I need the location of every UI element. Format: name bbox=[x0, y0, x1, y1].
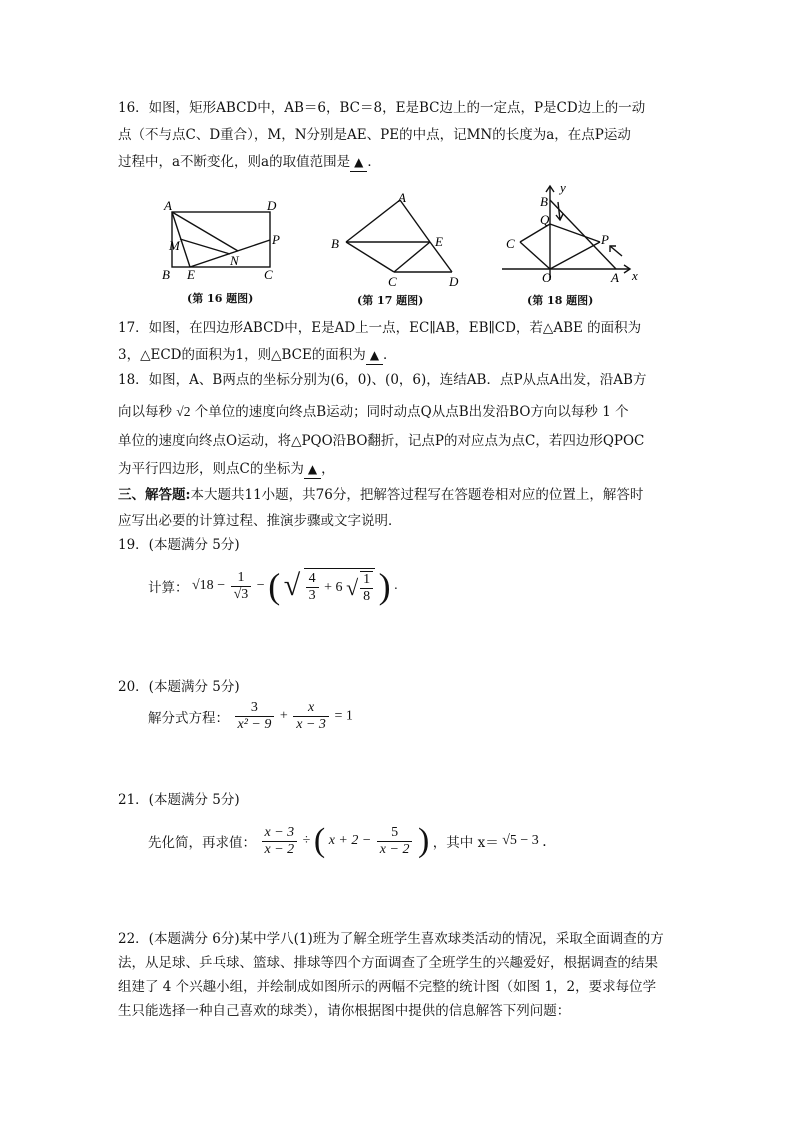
fig17-label-c: C bbox=[388, 274, 397, 289]
fig16-label-m: M bbox=[169, 238, 180, 253]
q21-fraction-2 bbox=[377, 825, 413, 858]
q19-f2-den: 3 bbox=[308, 588, 316, 603]
q19-expression bbox=[148, 565, 398, 607]
q21-f1-num: x − 3 bbox=[262, 825, 298, 842]
figure-18-caption: (第 18 题图) bbox=[527, 294, 594, 307]
q18-line-3: 单位的速度向终点O运动，将△PQO沿BO翻折，记点P的对应点为点C，若四边形QPOC bbox=[118, 433, 645, 449]
fig18-label-p: P bbox=[601, 232, 609, 247]
fig16-label-b: B bbox=[162, 267, 170, 282]
figure-16-caption: (第 16 题图) bbox=[187, 292, 254, 305]
q17-end: ． bbox=[383, 347, 397, 363]
q18-line-2-post: 个单位的速度向终点B运动；同时动点Q从点B出发沿BO方向以每秒 1 个 bbox=[194, 404, 629, 420]
q20-header: 20．(本题满分 5分) bbox=[118, 679, 240, 695]
q22-line-2: 法，从足球、乒乓球、篮球、排球等四个方面调查了全班学生的兴趣爱好，根据调查的结果 bbox=[118, 955, 658, 971]
q21-expression bbox=[148, 822, 556, 860]
fig17-label-d: D bbox=[449, 274, 459, 289]
q20-f1-num: 3 bbox=[235, 700, 275, 717]
q20-f1-den: x² − 9 bbox=[237, 717, 272, 732]
figure-17-caption: (第 17 题图) bbox=[357, 294, 424, 307]
q22-line-1: 22．(本题满分 6分)某中学八(1)班为了解全班学生喜欢球类活动的情况，采取全面调查的方 bbox=[118, 931, 664, 947]
fig17-label-e: E bbox=[435, 234, 443, 249]
q18-line-1: 18．如图，A、B两点的坐标分别为(6，0)、(0，6)，连结AB．点P从点A出发，沿AB方 bbox=[118, 372, 647, 388]
q19-paren-open: ( bbox=[268, 566, 281, 606]
q20-equals: = 1 bbox=[334, 708, 353, 724]
q19-radicand bbox=[304, 568, 375, 605]
fig18-label-a: A bbox=[611, 270, 619, 285]
q20-f2-den: x − 3 bbox=[296, 717, 326, 732]
q21-fraction-1 bbox=[262, 825, 298, 858]
q22-line-4: 生只能选择一种自己喜欢的球类），请你根据图中提供的信息解答下列问题： bbox=[118, 1003, 571, 1019]
q19-label: 计算： bbox=[148, 580, 189, 596]
q19-minus-1: − bbox=[217, 578, 226, 593]
q19-plus-six: + 6 bbox=[324, 579, 343, 595]
section-3-text-1: 本大题共11小题，共76分，把解答过程写在答题卷相对应的位置上，解答时 bbox=[190, 487, 644, 503]
fig16-label-e: E bbox=[187, 267, 195, 282]
q21-value: √5 − 3 bbox=[502, 833, 539, 848]
fig16-label-c: C bbox=[264, 267, 273, 282]
q20-label: 解分式方程： bbox=[148, 710, 229, 727]
q19-fraction-3 bbox=[360, 571, 373, 605]
q19-paren-close: ) bbox=[378, 566, 391, 606]
q19-f2-num: 4 bbox=[306, 571, 319, 588]
fig18-label-c: C bbox=[506, 236, 515, 251]
q16-line-3-text: 过程中，a不断变化，则a的取值范围是 bbox=[118, 154, 351, 170]
figure-16-diagram bbox=[160, 195, 290, 285]
q18-line-2 bbox=[118, 398, 674, 426]
q19-f3-num: 1 bbox=[360, 572, 373, 589]
fig16-label-n: N bbox=[230, 253, 239, 268]
q19-radical-outer: √ bbox=[283, 569, 301, 602]
q22-line-3: 组建了 4 个兴趣小组，并绘制成如图所示的两幅不完整的统计图（如图 1，2，要求每位学 bbox=[118, 979, 657, 995]
q19-f1-den: √3 bbox=[233, 586, 249, 602]
fig16-label-p: P bbox=[272, 232, 280, 247]
q20-fraction-1 bbox=[235, 700, 275, 733]
q19-end: . bbox=[394, 578, 398, 593]
q19-radical-inner: √ bbox=[346, 574, 359, 600]
q18-line-4 bbox=[118, 456, 674, 483]
q16-line-2: 点（不与点C、D重合），M，N分别是AE、PE的中点，记MN的长度为a，在点P运动 bbox=[118, 127, 631, 143]
q18-answer-blank: ▲ bbox=[304, 460, 321, 479]
fig18-label-b: B bbox=[540, 194, 548, 209]
q21-header: 21．(本题满分 5分) bbox=[118, 792, 240, 808]
q21-end: ． bbox=[542, 835, 557, 850]
q17-line-1: 17．如图，在四边形ABCD中，E是AD上一点，EC∥AB，EB∥CD，若△ABE 的面积为 bbox=[118, 320, 642, 336]
section-3-line-2: 应写出必要的计算过程、推演步骤或文字说明． bbox=[118, 513, 402, 529]
q21-f2-den: x − 2 bbox=[379, 841, 410, 857]
q16-line-3 bbox=[118, 149, 674, 176]
q19-sqrt18: √18 bbox=[192, 578, 214, 593]
figure-18-diagram bbox=[498, 180, 648, 285]
q19-f1-num: 1 bbox=[231, 570, 252, 587]
q21-label: 先化简，再求值： bbox=[148, 835, 256, 851]
q18-line-2-pre: 向以每秒 bbox=[118, 404, 172, 420]
q19-fraction-1 bbox=[231, 570, 252, 603]
fig18-label-y: y bbox=[560, 180, 566, 195]
q19-fraction-2 bbox=[306, 571, 319, 604]
q21-inner: x + 2 − bbox=[328, 833, 372, 848]
q18-end: ， bbox=[321, 461, 335, 477]
fig18-label-x: x bbox=[632, 268, 638, 283]
q20-f2-num: x bbox=[293, 700, 329, 717]
section-3-line-1 bbox=[118, 482, 674, 509]
q20-fraction-2 bbox=[293, 700, 329, 733]
q18-line-4-text: 为平行四边形，则点C的坐标为 bbox=[118, 461, 304, 477]
q19-minus-2: − bbox=[256, 578, 265, 593]
fig18-label-o: O bbox=[542, 270, 552, 285]
q21-paren-open: ( bbox=[313, 822, 326, 859]
fig16-label-d: D bbox=[267, 198, 277, 213]
q21-paren-close: ) bbox=[417, 822, 430, 859]
q21-f2-num: 5 bbox=[377, 825, 413, 842]
q19-f3-den: 8 bbox=[363, 588, 371, 604]
q19-header: 19．(本题满分 5分) bbox=[118, 537, 240, 553]
q17-answer-blank: ▲ bbox=[366, 346, 383, 365]
fig18-label-q: Q bbox=[540, 212, 550, 227]
q18-sqrt2: √2 bbox=[176, 404, 191, 419]
q16-answer-blank: ▲ bbox=[350, 153, 367, 172]
q21-f1-den: x − 2 bbox=[264, 841, 295, 857]
fig17-label-b: B bbox=[331, 236, 339, 251]
fig17-label-a: A bbox=[398, 190, 406, 205]
fig16-label-a: A bbox=[164, 198, 172, 213]
figure-17-diagram bbox=[328, 190, 463, 290]
q16-line-1: 16．如图，矩形ABCD中，AB＝6，BC＝8，E是BC边上的一定点，P是CD边上的一动 bbox=[118, 100, 646, 116]
section-3-title: 三、解答题: bbox=[118, 487, 191, 503]
q17-line-2-text: 3，△ECD的面积为1，则△BCE的面积为 bbox=[118, 347, 366, 363]
q21-divide: ÷ bbox=[302, 833, 311, 848]
q16-end: ． bbox=[367, 154, 381, 170]
q17-line-2 bbox=[118, 342, 674, 369]
q20-plus: + bbox=[279, 708, 288, 724]
q20-expression bbox=[148, 700, 353, 733]
q21-tail: ，其中 x＝ bbox=[432, 835, 499, 851]
